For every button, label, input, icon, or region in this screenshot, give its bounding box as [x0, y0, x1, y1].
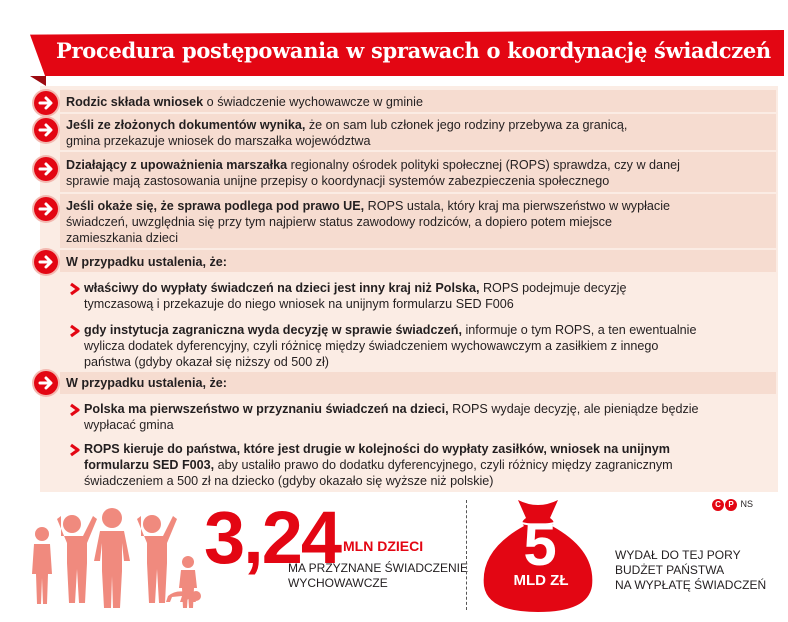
- arrow-right-icon: [34, 250, 58, 274]
- chevron-right-icon: [68, 282, 82, 296]
- stat-children-unit: MLN DZIECI: [343, 538, 424, 554]
- arrow-right-icon: [34, 157, 58, 181]
- chevron-right-icon: [68, 403, 82, 417]
- credit: [712, 499, 753, 511]
- stat-budget-caption-1: WYDAŁ DO TEJ PORY: [615, 548, 741, 562]
- stat-children-caption-2: WYCHOWAWCZE: [288, 576, 388, 590]
- sub-step-2b: ROPS kieruje do państwa, które jest drugie w kolejności do wypłaty zasiłków, wniosek na unijnym formularzu SED F003, aby ustaliło prawo do dodatku dyferencyjnego, czyli różnicy między zagranicznym świadczeniem a 500 zł na dziecko (gdyby okazało się wyższe niż polskie): [84, 442, 673, 488]
- chevron-right-icon: [68, 443, 82, 457]
- step-4: Jeśli okaże się, że sprawa podlega pod prawo UE, ROPS ustala, który kraj ma pierwszeństwo w wypłacie świadczeń, uwzględnia się przy tym najpierw status zawodowy rodziców, a dopiero potem miejsce zamieszkania dzieci: [66, 199, 671, 245]
- chevron-right-icon: [68, 324, 82, 338]
- step-6: W przypadku ustalenia, że:: [66, 376, 227, 390]
- arrow-right-icon: [34, 91, 58, 115]
- sub-step-1b: gdy instytucja zagraniczna wyda decyzję w sprawie świadczeń, informuje o tym ROPS, a ten ewentualnie wylicza dodatek dyferencyjny, czyli różnicę między świadczeniem wychowawczym a zasiłkiem z innego państwa (gdyby okazał się niższy od 500 zł): [84, 323, 697, 369]
- step-2: Jeśli ze złożonych dokumentów wynika, że on sam lub członek jego rodziny przebywa za granicą, gmina przekazuje wniosek do marszałka województwa: [66, 118, 628, 148]
- stat-children-value: 3,24: [204, 496, 341, 579]
- children-silhouettes-icon: [28, 496, 208, 610]
- photo-credit-icon: P: [725, 499, 737, 511]
- step-1: Rodzic składa wniosek o świadczenie wychowawcze w gminie: [66, 95, 423, 109]
- arrow-right-icon: [34, 197, 58, 221]
- stat-budget-caption-3: NA WYPŁATĘ ŚWIADCZEŃ: [615, 578, 767, 592]
- divider: [466, 500, 467, 610]
- step-3: Działający z upoważnienia marszałka regionalny ośrodek polityki społecznej (ROPS) sprawdza, czy w danej sprawie mają zastosowania unijne przepisy o koordynacji systemów zabezpieczenia społecznego: [66, 158, 680, 188]
- stat-budget-caption-2: BUDŻET PAŃSTWA: [615, 563, 725, 577]
- copyright-icon: C: [712, 499, 724, 511]
- sub-step-2a: Polska ma pierwszeństwo w przyznaniu świadczeń na dzieci, ROPS wydaje decyzję, ale pieniądze będzie wypłacać gmina: [84, 402, 699, 432]
- author-initials: NS: [740, 499, 754, 509]
- banner-fold: [30, 76, 46, 86]
- stat-children-caption-1: MA PRZYZNANE ŚWIADCZENIE: [288, 561, 469, 575]
- arrow-right-icon: [34, 371, 58, 395]
- page-title: Procedura postępowania w sprawach o koordynację świadczeń: [56, 38, 771, 63]
- step-5: W przypadku ustalenia, że:: [66, 255, 227, 269]
- stat-budget-value: 5: [523, 511, 557, 578]
- stat-budget-unit: MLD ZŁ: [513, 572, 569, 589]
- arrow-right-icon: [34, 118, 58, 142]
- sub-step-1a: właściwy do wypłaty świadczeń na dzieci jest inny kraj niż Polska, ROPS podejmuje decyzję tymczasową i przekazuje do niego wniosek na unijnym formularzu SED F006: [84, 281, 627, 311]
